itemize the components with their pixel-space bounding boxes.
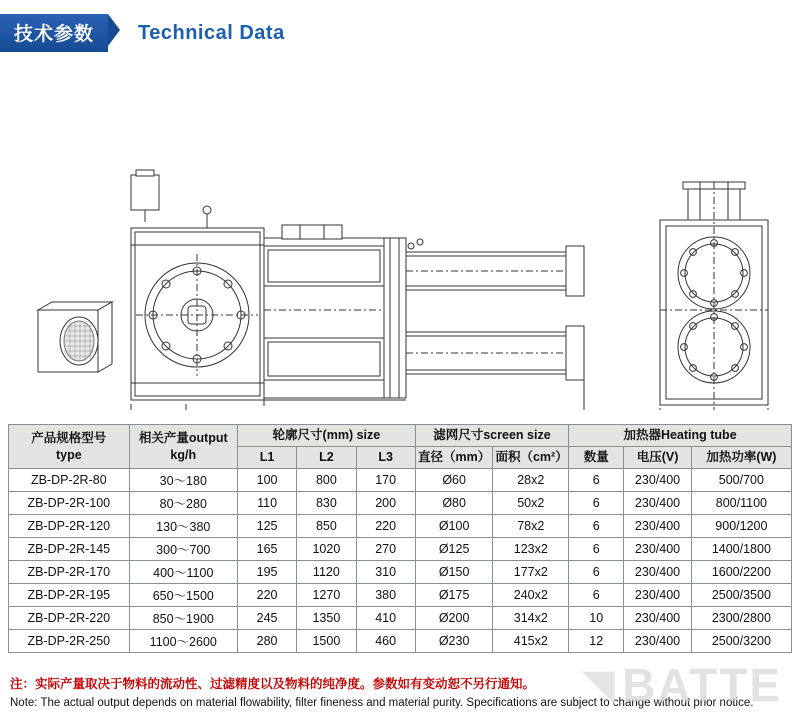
cell-volt: 230/400 (624, 584, 691, 607)
cell-dia: Ø100 (415, 515, 493, 538)
drawing-svg (0, 70, 800, 410)
cell-type: ZB-DP-2R-220 (9, 607, 130, 630)
upper-cylinder (406, 239, 584, 296)
cell-volt: 230/400 (624, 469, 691, 492)
th-heater: 加热器Heating tube (569, 425, 792, 447)
cell-area: 240x2 (493, 584, 569, 607)
cell-area: 78x2 (493, 515, 569, 538)
cell-l1: 195 (237, 561, 296, 584)
cell-power: 1400/1800 (691, 538, 791, 561)
lower-cylinder (406, 326, 584, 380)
cell-qty: 6 (569, 561, 624, 584)
cell-area: 123x2 (493, 538, 569, 561)
lifting-eye-icon (200, 206, 214, 230)
th-output (129, 425, 237, 469)
batte-logo-icon: ◥ (583, 663, 617, 707)
table-row (9, 630, 792, 653)
th-contour: 轮廓尺寸(mm) size (237, 425, 415, 447)
notes-block (10, 675, 790, 712)
cell-qty: 6 (569, 515, 624, 538)
cell-output: 1100～2600 (129, 630, 237, 653)
cell-type: ZB-DP-2R-170 (9, 561, 130, 584)
cell-l3: 220 (356, 515, 415, 538)
cell-power: 2500/3200 (691, 630, 791, 653)
th-type-en: type (55, 447, 82, 462)
cell-l1: 110 (237, 492, 296, 515)
cell-volt: 230/400 (624, 538, 691, 561)
cell-l3: 380 (356, 584, 415, 607)
table-body (9, 469, 792, 653)
table-row (9, 492, 792, 515)
cell-dia: Ø80 (415, 492, 493, 515)
cell-type: ZB-DP-2R-195 (9, 584, 130, 607)
cell-volt: 230/400 (624, 492, 691, 515)
note-cn: 注：实际产量取决于物料的流动性、过滤精度以及物料的纯净度。参数如有变动恕不另行通知。 (10, 676, 536, 691)
cell-l3: 170 (356, 469, 415, 492)
cell-power: 800/1100 (691, 492, 791, 515)
cell-l1: 245 (237, 607, 296, 630)
cell-power: 900/1200 (691, 515, 791, 538)
cell-l1: 125 (237, 515, 296, 538)
cell-l1: 100 (237, 469, 296, 492)
cell-volt: 230/400 (624, 607, 691, 630)
cell-l2: 850 (297, 515, 356, 538)
cell-volt: 230/400 (624, 515, 691, 538)
th-l3: L3 (356, 447, 415, 469)
cell-area: 177x2 (493, 561, 569, 584)
technical-drawing (0, 70, 800, 410)
cell-l1: 220 (237, 584, 296, 607)
cell-qty: 12 (569, 630, 624, 653)
hydraulic-housing (264, 225, 406, 398)
cell-qty: 6 (569, 469, 624, 492)
front-view (660, 182, 768, 410)
cell-dia: Ø230 (415, 630, 493, 653)
th-l2: L2 (297, 447, 356, 469)
cell-l3: 200 (356, 492, 415, 515)
cell-type: ZB-DP-2R-145 (9, 538, 130, 561)
cell-l1: 280 (237, 630, 296, 653)
specification-table (8, 424, 792, 653)
cell-qty: 6 (569, 492, 624, 515)
cell-qty: 6 (569, 538, 624, 561)
cell-volt: 230/400 (624, 561, 691, 584)
cell-l2: 830 (297, 492, 356, 515)
cell-output: 30～180 (129, 469, 237, 492)
th-screen: 滤网尺寸screen size (415, 425, 568, 447)
table-head (9, 425, 792, 469)
section-badge-cn: 技术参数 (0, 14, 108, 52)
cell-dia: Ø60 (415, 469, 493, 492)
cell-l2: 1350 (297, 607, 356, 630)
cell-l2: 1500 (297, 630, 356, 653)
cell-l3: 460 (356, 630, 415, 653)
cell-power: 2500/3500 (691, 584, 791, 607)
cell-volt: 230/400 (624, 630, 691, 653)
cell-area: 50x2 (493, 492, 569, 515)
cell-dia: Ø200 (415, 607, 493, 630)
page-header (0, 14, 285, 52)
cell-power: 500/700 (691, 469, 791, 492)
table-row (9, 561, 792, 584)
th-diameter: 直径（mm） (415, 447, 493, 469)
cell-l1: 165 (237, 538, 296, 561)
cell-l3: 410 (356, 607, 415, 630)
cell-dia: Ø175 (415, 584, 493, 607)
th-qty: 数量 (569, 447, 624, 469)
cell-type: ZB-DP-2R-120 (9, 515, 130, 538)
cell-l2: 1270 (297, 584, 356, 607)
cell-l3: 270 (356, 538, 415, 561)
spec-table-wrap (8, 424, 792, 653)
cell-output: 130～380 (129, 515, 237, 538)
watermark-text: BATTE (622, 659, 782, 711)
section-title-en: Technical Data (138, 21, 285, 44)
th-type-cn: 产品规格型号 (31, 430, 107, 445)
cell-output: 650～1500 (129, 584, 237, 607)
th-output-cn: 相关产量output (138, 430, 228, 445)
cell-power: 1600/2200 (691, 561, 791, 584)
th-output-unit: kg/h (170, 447, 197, 462)
th-type (9, 425, 130, 469)
cell-type: ZB-DP-2R-80 (9, 469, 130, 492)
cell-type: ZB-DP-2R-250 (9, 630, 130, 653)
table-header-row-1 (9, 425, 792, 447)
cell-l2: 1120 (297, 561, 356, 584)
cell-type: ZB-DP-2R-100 (9, 492, 130, 515)
th-area: 面积（cm²） (493, 447, 569, 469)
cell-output: 400～1100 (129, 561, 237, 584)
cell-qty: 10 (569, 607, 624, 630)
note-en: Note: The actual output depends on material flowability, filter fineness and material purity. Specifications are subject to change without prior notice. (10, 696, 754, 709)
table-row (9, 469, 792, 492)
cell-area: 28x2 (493, 469, 569, 492)
screen-drum-icon (38, 302, 112, 372)
th-voltage: 电压(V) (624, 447, 691, 469)
cell-area: 415x2 (493, 630, 569, 653)
cell-l2: 800 (297, 469, 356, 492)
cell-l2: 1020 (297, 538, 356, 561)
cell-area: 314x2 (493, 607, 569, 630)
table-row (9, 607, 792, 630)
cell-l3: 310 (356, 561, 415, 584)
cell-power: 2300/2800 (691, 607, 791, 630)
table-row (9, 584, 792, 607)
cell-dia: Ø125 (415, 538, 493, 561)
cell-dia: Ø150 (415, 561, 493, 584)
th-l1: L1 (237, 447, 296, 469)
th-power: 加热功率(W) (691, 447, 791, 469)
table-row (9, 515, 792, 538)
cell-output: 850～1900 (129, 607, 237, 630)
cell-output: 300～700 (129, 538, 237, 561)
table-row (9, 538, 792, 561)
motor-box-icon (131, 170, 159, 222)
cell-qty: 6 (569, 584, 624, 607)
cell-output: 80～280 (129, 492, 237, 515)
